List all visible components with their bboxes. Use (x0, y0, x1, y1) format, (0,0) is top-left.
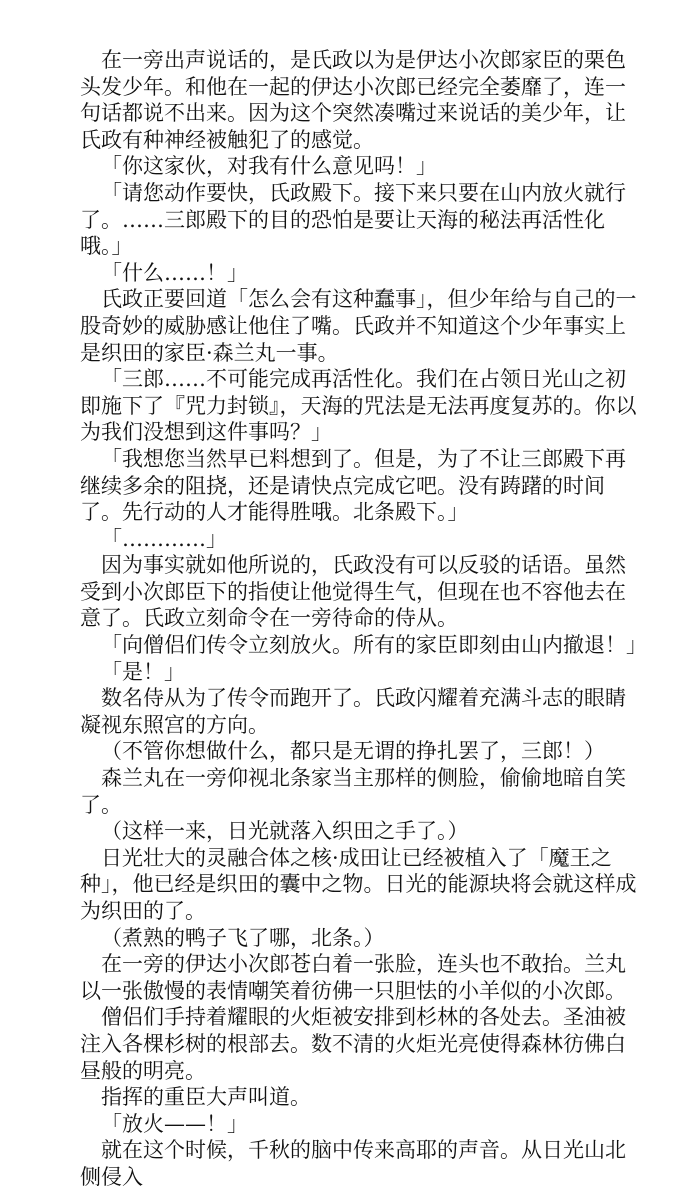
paragraph: 就在这个时候，千秋的脑中传来高耶的声音。从日光山北侧侵入 (80, 1138, 626, 1189)
body-text (80, 47, 647, 1191)
dialogue-line: 「请您动作要快，氏政殿下。接下来只要在山内放火就行了。……三郎殿下的目的恐怕是要让天海的秘法再活性化哦。」 (80, 180, 626, 259)
paragraph: 氏政正要回道「怎么会有这种蠢事」，但少年给与自己的一股奇妙的威胁感让他住了嘴。氏政并不知道这个少年事实上是织田的家臣·森兰丸一事。 (80, 287, 637, 365)
dialogue-line: 「我想您当然早已料想到了。但是，为了不让三郎殿下再继续多余的阻挠，还是请快点完成它吧。没有踌躇的时间了。先行动的人才能得胜哦。北条殿下。」 (80, 446, 626, 525)
paragraph: 指挥的重臣大声叫道。 (101, 1085, 311, 1110)
dialogue-line: 「三郎……不可能完成再活性化。我们在占领日光山之初即施下了『咒力封锁』，天海的咒法是无法再度复苏的。你以为我们没想到这件事吗？」 (80, 367, 637, 445)
paragraph: 数名侍从为了传令而跑开了。氏政闪耀着充满斗志的眼睛凝视东照宫的方向。 (80, 686, 626, 737)
paragraph: 日光壮大的灵融合体之核·成田让已经被植入了「魔王之种」，他已经是织田的囊中之物。日光的能源块将会就这样成为织田的了。 (80, 845, 637, 923)
thought-line: （这样一来，日光就落入织田之手了。） (101, 819, 469, 844)
dialogue-line: 「…………」 (101, 526, 227, 551)
paragraph: 在一旁的伊达小次郎苍白着一张脸，连头也不敢抬。兰丸以一张傲慢的表情嘲笑着彷佛一只胆怯的小羊似的小次郎。 (80, 952, 626, 1003)
thought-line: （不管你想做什么，都只是无谓的挣扎罢了，三郎！） (101, 739, 605, 764)
dialogue-line: 「你这家伙，对我有什么意见吗！」 (101, 154, 437, 179)
paragraph: 僧侣们手持着耀眼的火炬被安排到杉林的各处去。圣油被注入各棵杉树的根部去。数不清的火炬光亮使得森林彷佛白昼般的明亮。 (80, 1005, 626, 1083)
thought-line: （煮熟的鸭子飞了哪，北条。） (101, 925, 385, 950)
paragraph: 在一旁出声说话的，是氏政以为是伊达小次郎家臣的栗色头发少年。和他在一起的伊达小次郎已经完全萎靡了，连一句话都说不出来。因为这个突然凑嘴过来说话的美少年，让氏政有种神经被触犯了的感觉。 (80, 48, 626, 152)
dialogue-line: 「是！」 (101, 659, 185, 684)
dialogue-line: 「向僧侣们传令立刻放火。所有的家臣即刻由山内撤退！」 (101, 633, 647, 658)
paragraph: 因为事实就如他所说的，氏政没有可以反驳的话语。虽然受到小次郎臣下的指使让他觉得生气，但现在也不容他去在意了。氏政立刻命令在一旁待命的侍从。 (80, 553, 626, 631)
dialogue-line: 「放火——！」 (101, 1111, 248, 1136)
dialogue-line: 「什么……！」 (101, 260, 248, 285)
paragraph: 森兰丸在一旁仰视北条家当主那样的侧脸，偷偷地暗自笑了。 (80, 766, 626, 817)
